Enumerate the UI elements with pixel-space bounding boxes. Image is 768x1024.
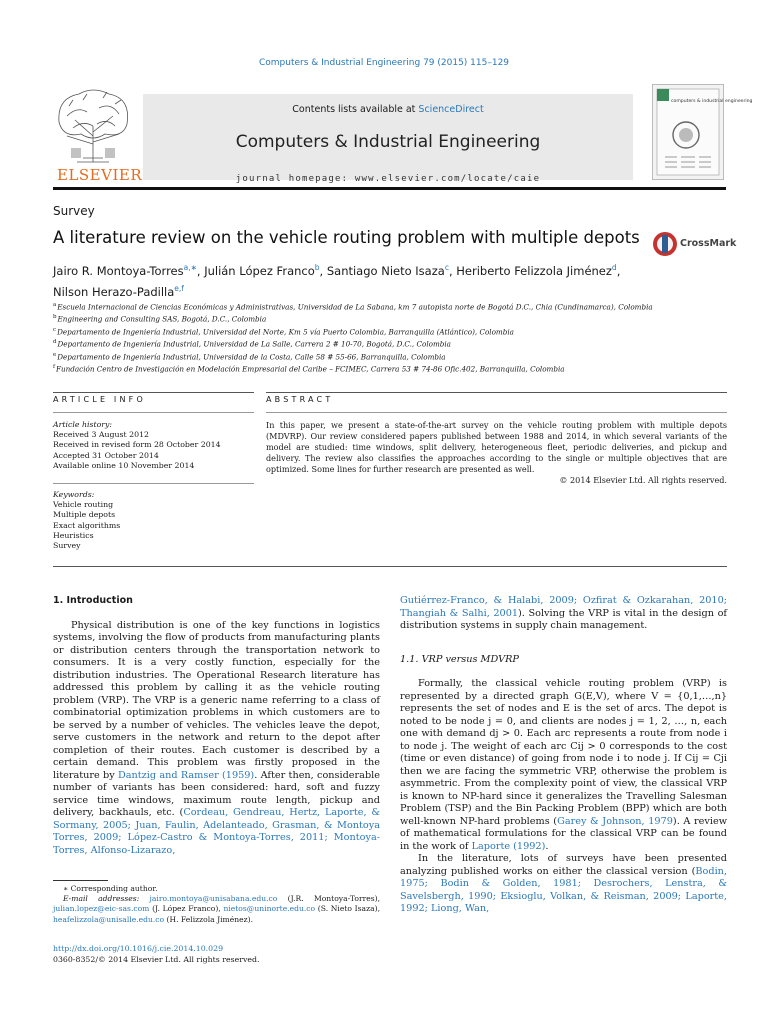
history-item: Received in revised form 28 October 2014 bbox=[53, 440, 221, 450]
keywords-rule bbox=[53, 483, 254, 484]
keywords-label: Keywords: bbox=[53, 490, 95, 499]
history-item: Received 3 August 2012 bbox=[53, 430, 150, 440]
homepage-url[interactable]: www.elsevier.com/locate/caie bbox=[354, 174, 541, 184]
email-owner: (J.R. Montoya-Torres), bbox=[277, 894, 380, 904]
affiliation-item bbox=[53, 350, 733, 362]
contents-prefix: Contents lists available at bbox=[292, 104, 419, 115]
email-owner: (H. Felizzola Jiménez). bbox=[164, 914, 253, 924]
affiliation-mark: c bbox=[53, 326, 57, 333]
right-column bbox=[400, 595, 727, 916]
article-info-rule bbox=[53, 412, 254, 413]
citation-link[interactable]: Dantzig and Ramser (1959) bbox=[118, 769, 255, 781]
article-history bbox=[53, 420, 253, 471]
affiliation-text: Departamento de Ingeniería Industrial, Universidad de la Costa, Calle 58 # 55-66, Barranquilla, Colombia bbox=[57, 351, 446, 361]
text-run: . bbox=[545, 840, 549, 852]
citation-link[interactable]: Garey & Johnson, 1979 bbox=[557, 815, 673, 827]
author-affiliation-mark[interactable]: c bbox=[444, 263, 449, 272]
article-info-top-rule bbox=[53, 392, 254, 393]
vrp-definition-paragraph bbox=[400, 678, 727, 853]
citation-link[interactable]: Cordeau, Gendreau, Hertz, Laporte, & Sormany, 2005; Juan, Faulin, Adelanteado, Grasman, & Montoya Torres, 2009; López-Castro & Montoya-Torres, 2011; Montoya-Torres, Alfonso-Lizarazo, bbox=[53, 807, 380, 856]
author-separator: , bbox=[196, 263, 205, 278]
affiliation-text: Escuela Internacional de Ciencias Económicas y Administrativas, Universidad de La Sabana, km 7 autopista norte de Bogotá D.C., Chia (Cundinamarca), Colombia bbox=[57, 302, 653, 312]
history-item: Available online 10 November 2014 bbox=[53, 460, 195, 470]
author-name: Julián López Franco bbox=[204, 263, 315, 278]
sciencedirect-link[interactable]: ScienceDirect bbox=[418, 104, 484, 115]
abstract-rule bbox=[266, 412, 727, 413]
author-name: Heriberto Felizzola Jiménez bbox=[456, 263, 612, 278]
crossmark-label: CrossMark bbox=[680, 238, 737, 249]
abstract-copyright: © 2014 Elsevier Ltd. All rights reserved. bbox=[559, 475, 727, 486]
article-title: A literature review on the vehicle routing problem with multiple depots bbox=[53, 228, 640, 247]
text-run: Physical distribution is one of the key functions in logistics systems, involving the flow of products from manufacturing plants or distribution centers through the transportation network to consumers. It is a very costly function, especially for the distribution industries. The Operational Research literature has addressed this problem by calling it as the vehicle routing problem (VRP). The VRP is a generic name referring to a class of combinatorial optimization problems in which customers are to be served by a number of vehicles. The vehicles leave the depot, serve customers in the network and return to the depot after completion of their routes. Each customer is described by a certain demand. This problem was firstly proposed in the literature by bbox=[53, 619, 380, 781]
history-label: Article history: bbox=[53, 420, 113, 429]
journal-cover-thumbnail[interactable] bbox=[652, 84, 753, 180]
journal-banner bbox=[143, 94, 633, 184]
article-type: Survey bbox=[53, 204, 95, 218]
affiliation-text: Engineering and Consulting SAS, Bogotá, D.C., Colombia bbox=[57, 314, 267, 324]
text-run: . After then, considerable number of variants has been considered: hard, soft and fuzzy service time windows, maximum route length, pickup and delivery, backhauls, etc. ( bbox=[53, 769, 380, 818]
journal-title: Computers & Industrial Engineering bbox=[235, 132, 541, 152]
author-separator: , bbox=[616, 263, 621, 278]
citation-link[interactable]: Bodin, 1975; Bodin & Golden, 1981; Desrochers, Lenstra, & Savelsbergh, 1990; Eksioglu, Volkan, & Reisman, 2009; Laporte, 1992; Liong, Wan, bbox=[400, 865, 727, 914]
text-run: In the literature, lots of surveys have been presented analyzing published works on either the classical version ( bbox=[400, 853, 727, 877]
homepage-prefix: journal homepage: bbox=[235, 174, 355, 184]
affiliation-mark: b bbox=[53, 314, 57, 321]
affiliation-mark: f bbox=[53, 363, 56, 370]
abstract-label: ABSTRACT bbox=[266, 395, 334, 404]
contents-line bbox=[143, 104, 633, 115]
left-column bbox=[53, 595, 380, 857]
surveys-paragraph bbox=[400, 853, 727, 916]
email-addresses bbox=[53, 894, 380, 925]
journal-reference[interactable]: Computers & Industrial Engineering 79 (2015) 115–129 bbox=[258, 58, 510, 68]
text-run: ). Solving the VRP is vital in the design of distribution systems in supply chain management. bbox=[400, 607, 727, 631]
affiliation-mark: a bbox=[53, 302, 57, 308]
email-owner: (J. López Franco), bbox=[149, 904, 224, 914]
subsection-heading: 1.1. VRP versus MDVRP bbox=[400, 653, 519, 665]
affiliation-text: Departamento de Ingeniería Industrial, Universidad del Norte, Km 5 vía Puerto Colombia, Barranquilla (Atlántico), Colombia bbox=[57, 327, 514, 337]
doi-block bbox=[53, 944, 259, 965]
keywords-block bbox=[53, 490, 253, 551]
history-item: Accepted 31 October 2014 bbox=[53, 450, 159, 460]
keyword-item: Survey bbox=[53, 541, 81, 551]
affiliation-item bbox=[53, 300, 733, 312]
footnotes bbox=[53, 884, 380, 925]
article-info-label: ARTICLE INFO bbox=[53, 395, 146, 404]
email-owner: (S. Nieto Isaza), bbox=[315, 904, 380, 914]
text-run: ). A review of mathematical formulations for the classical VRP can be found in the work of bbox=[400, 815, 727, 852]
body-top-rule bbox=[53, 566, 727, 567]
affiliation-text: Departamento de Ingeniería Industrial, Universidad de La Salle, Carrera 2 # 10-70, Bogotá, D.C., Colombia bbox=[57, 339, 451, 349]
affiliation-mark: e bbox=[53, 351, 57, 358]
doi-link[interactable]: http://dx.doi.org/10.1016/j.cie.2014.10.029 bbox=[53, 944, 224, 953]
keyword-item: Exact algorithms bbox=[53, 520, 121, 530]
author-name: Nilson Herazo-Padilla bbox=[53, 284, 175, 299]
keyword-list bbox=[53, 500, 253, 551]
email-link[interactable]: jairo.montoya@unisabana.edu.co bbox=[149, 894, 278, 904]
corresponding-author-note: ∗ Corresponding author. bbox=[63, 884, 158, 893]
author-separator: , bbox=[448, 263, 457, 278]
masthead-divider bbox=[53, 187, 726, 190]
abstract-top-rule bbox=[266, 392, 727, 393]
affiliation-text: Fundación Centro de Investigación en Modelación Empresarial del Caribe – FCIMEC, Carrera 53 # 74-86 Ofic.402, Barranquilla, Colombia bbox=[56, 364, 565, 374]
author-list bbox=[53, 259, 723, 301]
affiliation-item bbox=[53, 325, 733, 337]
email-link[interactable]: julian.lopez@eic-sas.com bbox=[53, 904, 150, 914]
crossmark-button[interactable] bbox=[652, 229, 737, 261]
affiliation-mark: d bbox=[53, 339, 57, 346]
abstract-body bbox=[266, 420, 727, 487]
keyword-item: Heuristics bbox=[53, 530, 94, 540]
text-run: Formally, the classical vehicle routing problem (VRP) is represented by a directed graph G(E,V), where V = {0,1,…,n} represents the set of nodes and E is the set of arcs. The depot is noted to be node j = 0, and clients are nodes j = 1, 2, …, n, each one with demand dj > 0. Each arc represents a route from node i to node j. The weight of each arc Cij > 0 corresponds to the cost (time or even distance) of going from node i to node j. If Cij = Cji then we are facing the symmetric VRP, otherwise the problem is asymmetric. From the complexity point of view, the classical VRP is known to NP-hard since it generalizes the Travelling Salesman Problem (TSP) and the Bin Packing Problem (BPP) which are both well-known NP-hard problems ( bbox=[400, 678, 727, 827]
affiliation-item bbox=[53, 362, 733, 374]
journal-homepage bbox=[143, 174, 633, 184]
author-affiliation-mark[interactable]: a,∗ bbox=[183, 263, 197, 272]
citation-link[interactable]: Laporte (1992) bbox=[471, 840, 546, 852]
abstract-text: In this paper, we present a state-of-the-art survey on the vehicle routing problem with multiple depots (MDVRP). Our review considered papers published between 1988 and 2014, in which several variants of the model are studied: time windows, split delivery, heterogeneous fleet, periodic deliveries, and pickup and delivery. The review also classifies the approaches according to the single or multiple objectives that are optimized. Some lines for further research are presented as well. bbox=[266, 420, 727, 475]
affiliation-list bbox=[53, 300, 733, 374]
affiliation-item bbox=[53, 312, 733, 324]
author-separator: , bbox=[319, 263, 327, 278]
issn-line: 0360-8352/© 2014 Elsevier Ltd. All rights reserved. bbox=[53, 954, 260, 964]
elsevier-tree-logo bbox=[53, 86, 143, 184]
affiliation-item bbox=[53, 337, 733, 349]
author-name: Jairo R. Montoya-Torres bbox=[53, 263, 184, 278]
citation-link[interactable]: Gutiérrez-Franco, & Halabi, 2009; Ozfirat & Ozkarahan, 2010; Thangiah & Salhi, 2001 bbox=[400, 595, 727, 619]
email-link[interactable]: heafelizzola@unisalle.edu.co bbox=[53, 914, 165, 924]
author-affiliation-mark[interactable]: d bbox=[611, 263, 617, 272]
history-list bbox=[53, 430, 253, 471]
cover-title: computers & industrial engineering bbox=[671, 99, 753, 104]
intro-continued-paragraph bbox=[400, 595, 727, 633]
footnote-rule bbox=[53, 880, 108, 881]
introduction-heading: 1. Introduction bbox=[53, 595, 133, 606]
crossmark-icon bbox=[652, 229, 678, 259]
journal-masthead bbox=[53, 84, 753, 188]
intro-paragraph bbox=[53, 620, 380, 858]
author-affiliation-mark[interactable]: b bbox=[314, 263, 320, 272]
author-affiliation-mark[interactable]: e,f bbox=[174, 283, 184, 293]
keyword-item: Vehicle routing bbox=[53, 500, 114, 510]
author-name: Santiago Nieto Isaza bbox=[326, 263, 445, 278]
email-label: E-mail addresses: bbox=[63, 894, 150, 904]
keyword-item: Multiple depots bbox=[53, 510, 116, 520]
publisher-name: ELSEVIER bbox=[57, 166, 143, 184]
email-link[interactable]: nietos@uninorte.edu.co bbox=[223, 904, 316, 914]
